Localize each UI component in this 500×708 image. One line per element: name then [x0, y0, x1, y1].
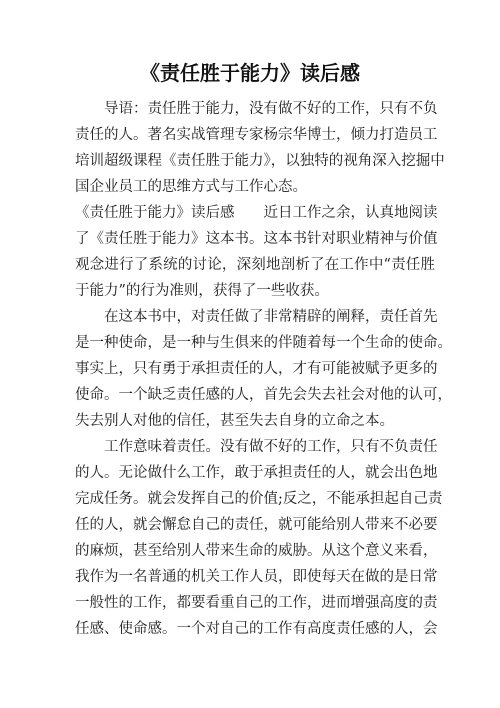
- body-line: 任感、使命感。一个对自己的工作有高度责任感的人，会: [75, 621, 438, 637]
- body-line: 一般性的工作，都要看重自己的工作，进而增强高度的责: [75, 595, 438, 611]
- body-line: 是一种使命，是一种与生俱来的伴随着每一个生命的使命。: [75, 335, 452, 351]
- body-line: 导语：责任胜于能力，没有做不好的工作，只有不负: [104, 101, 438, 117]
- body-line: 事实上，只有勇于承担责任的人，才有可能被赋予更多的: [75, 361, 438, 377]
- body-line: 工作意味着责任。没有做不好的工作，只有不负责任: [104, 439, 438, 455]
- body-line: 任的人，就会懈怠自己的责任，就可能给别人带来不必要: [75, 517, 438, 533]
- body-line: 的人。无论做什么工作，敢于承担责任的人，就会出色地: [75, 465, 438, 481]
- body-line: 《责任胜于能力》读后感 近日工作之余，认真地阅读: [75, 205, 438, 221]
- body-line: 失去别人对他的信任，甚至失去自身的立命之本。: [75, 413, 394, 429]
- body-line: 国企业员工的思维方式与工作心态。: [75, 179, 307, 195]
- body-line: 观念进行了系统的讨论，深刻地剖析了在工作中“责任胜: [75, 257, 435, 273]
- body-line: 培训超级课程《责任胜于能力》，以独特的视角深入挖掘中: [75, 153, 445, 169]
- body-line: 完成任务。就会发挥自己的价值;反之，不能承担起自己责: [75, 491, 443, 507]
- body-line: 于能力”的行为准则，获得了一些收获。: [75, 283, 329, 299]
- body-line: 在这本书中，对责任做了非常精辟的阐释，责任首先: [104, 309, 438, 325]
- body-line: 我作为一名普通的机关工作人员，即使每天在做的是日常: [75, 569, 438, 585]
- body-line: 责任的人。著名实战管理专家杨宗华博士，倾力打造员工: [75, 127, 438, 143]
- document-title: 《责任胜于能力》读后感: [140, 61, 360, 85]
- body-line: 使命。一个缺乏责任感的人，首先会失去社会对他的认可，: [75, 387, 452, 403]
- body-line: 的麻烦，甚至给别人带来生命的威胁。从这个意义来看，: [75, 543, 438, 559]
- body-line: 了《责任胜于能力》这本书。这本书针对职业精神与价值: [75, 231, 438, 247]
- document-body: [75, 96, 452, 642]
